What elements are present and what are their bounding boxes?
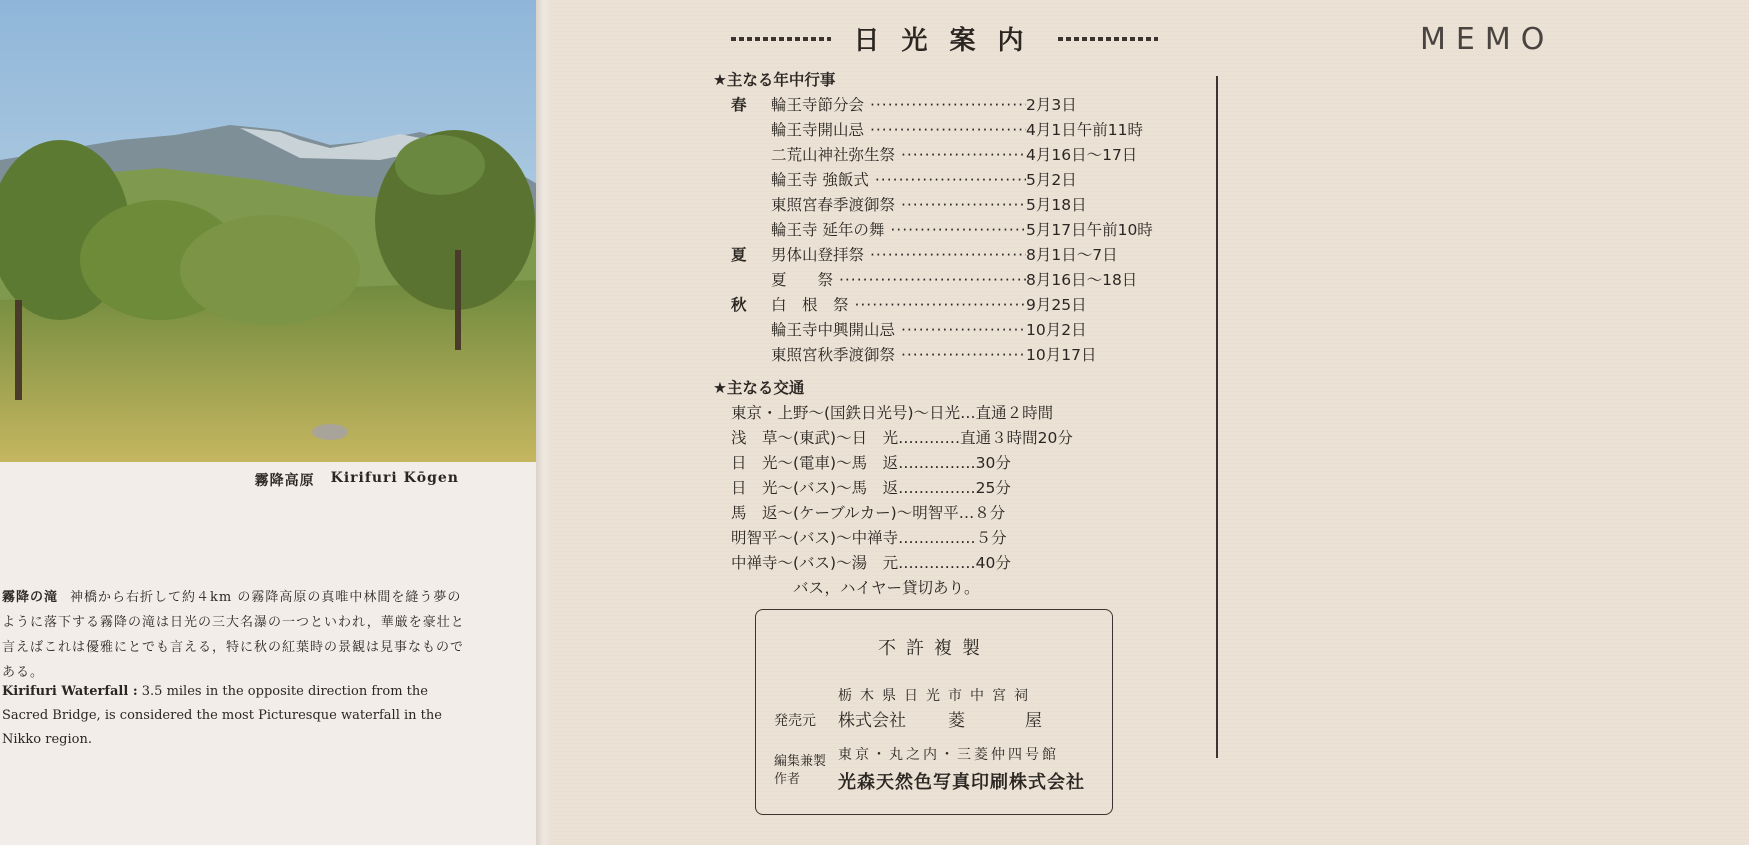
event-date: 9月25日 [1026,296,1087,314]
event-season [713,268,771,293]
publisher-address: 栃木県日光市中宮祠 [838,688,1036,704]
event-name: 輪王寺開山忌 ····· [771,118,1026,143]
publisher-label: 発売元 [774,713,816,729]
event-row [713,118,1213,143]
landscape-photo [0,0,539,462]
event-date: 5月17日午前10時 [1026,221,1153,239]
transport-list [713,401,1213,576]
title-ornament-right [1058,37,1158,41]
event-name: 輪王寺中興開山忌 ····· [771,318,1026,343]
event-date: 5月2日 [1026,171,1077,189]
column-divider [1216,76,1218,758]
transport-route: 東京・上野～(国鉄日光号)～日光…直通２時間 [731,404,1054,422]
event-season [713,118,771,143]
publisher [838,706,1102,731]
event-row [713,268,1213,293]
event-row [713,168,1213,193]
guide-content [713,68,1213,601]
printer-address: 東京・丸之内・三菱仲四号館 [838,747,1059,763]
event-name: 白 根 祭 ····· [771,293,1026,318]
event-name: 男体山登拝祭 ····· [771,243,1026,268]
event-season: 秋 [731,296,747,314]
event-date: 5月18日 [1026,196,1087,214]
event-date: 10月2日 [1026,321,1087,339]
memo-heading: MEMO [1420,22,1555,57]
title-ornament-left [731,37,831,41]
photo-caption [255,470,459,490]
events-list [713,93,1213,368]
event-date: 8月16日～18日 [1026,271,1138,289]
event-row [713,343,1213,368]
event-row [713,93,1213,118]
transport-route: 浅 草～(東武)～日 光…………直通３時間20分 [731,429,1073,447]
event-row [713,293,1213,318]
description-en-heading: Kirifuri Waterfall : [2,684,138,699]
event-season: 春 [731,96,747,114]
guide-title: 日光案内 [853,26,1046,56]
publisher-name: 菱屋 [948,711,1102,731]
event-season: 夏 [731,246,747,264]
description-jp-heading: 霧降の滝 [2,590,59,605]
event-row [713,318,1213,343]
events-heading: ★主なる年中行事 [713,71,836,89]
guide-title-row [707,20,1182,57]
transport-route: 中禅寺～(バス)～湯 元……………40分 [731,554,1011,572]
imprint-box [755,609,1113,815]
event-name: 輪王寺 強飯式 ····· [771,168,1026,193]
event-name: 東照宮春季渡御祭 ····· [771,193,1026,218]
event-row [713,218,1213,243]
printer-label: 編集兼製作者 [774,754,827,787]
event-name: 東照宮秋季渡御祭 ····· [771,343,1026,368]
event-date: 2月3日 [1026,96,1077,114]
transport-route: 日 光～(バス)～馬 返……………25分 [731,479,1011,497]
event-date: 4月16日～17日 [1026,146,1138,164]
event-date: 8月1日～7日 [1026,246,1118,264]
left-page [0,0,543,845]
event-name: 二荒山神社弥生祭 ····· [771,143,1026,168]
transport-heading: ★主なる交通 [713,379,805,397]
printer-name: 光森天然色写真印刷株式会社 [838,772,1085,793]
caption-jp: 霧降高原 [254,473,315,489]
event-row [713,243,1213,268]
event-name: 輪王寺節分会 ····· [771,93,1026,118]
event-season [713,343,771,368]
event-name: 夏 祭 ····· [771,268,1026,293]
event-row [713,143,1213,168]
event-season [713,318,771,343]
transport-route: 日 光～(電車)～馬 返……………30分 [731,454,1011,472]
caption-en: Kirifuri Kōgen [330,470,459,486]
event-name: 輪王寺 延年の舞 ····· [771,218,1026,243]
publisher-company: 株式会社 [838,711,906,731]
event-season [713,218,771,243]
copyright-notice: 不許複製 [878,638,990,659]
transport-route: 馬 返～(ケーブルカー)～明智平…８分 [731,504,1006,522]
description-en [2,680,472,752]
event-season [713,168,771,193]
event-row [713,193,1213,218]
description-en-text: 3.5 miles in the opposite direction from the Sacred Bridge, is considered the most Picturesque waterfall in the Nikko region. [2,684,442,747]
description-jp-text: 神橋から右折して約４km の霧降高原の真唯中林間を縫う夢のように落下する霧降の滝は日光の三大名瀑の一つといわれ，華厳を豪壮と言えばこれは優雅にとでも言える，特に秋の紅葉時の景観は見事なものである。 [2,590,465,680]
transport-route: 明智平～(バス)～中禅寺……………５分 [731,529,1007,547]
description-jp [2,585,472,685]
event-date: 4月1日午前11時 [1026,121,1143,139]
event-season [713,193,771,218]
event-season [713,143,771,168]
event-date: 10月17日 [1026,346,1097,364]
transport-note: バス，ハイヤー貸切あり。 [793,579,980,597]
